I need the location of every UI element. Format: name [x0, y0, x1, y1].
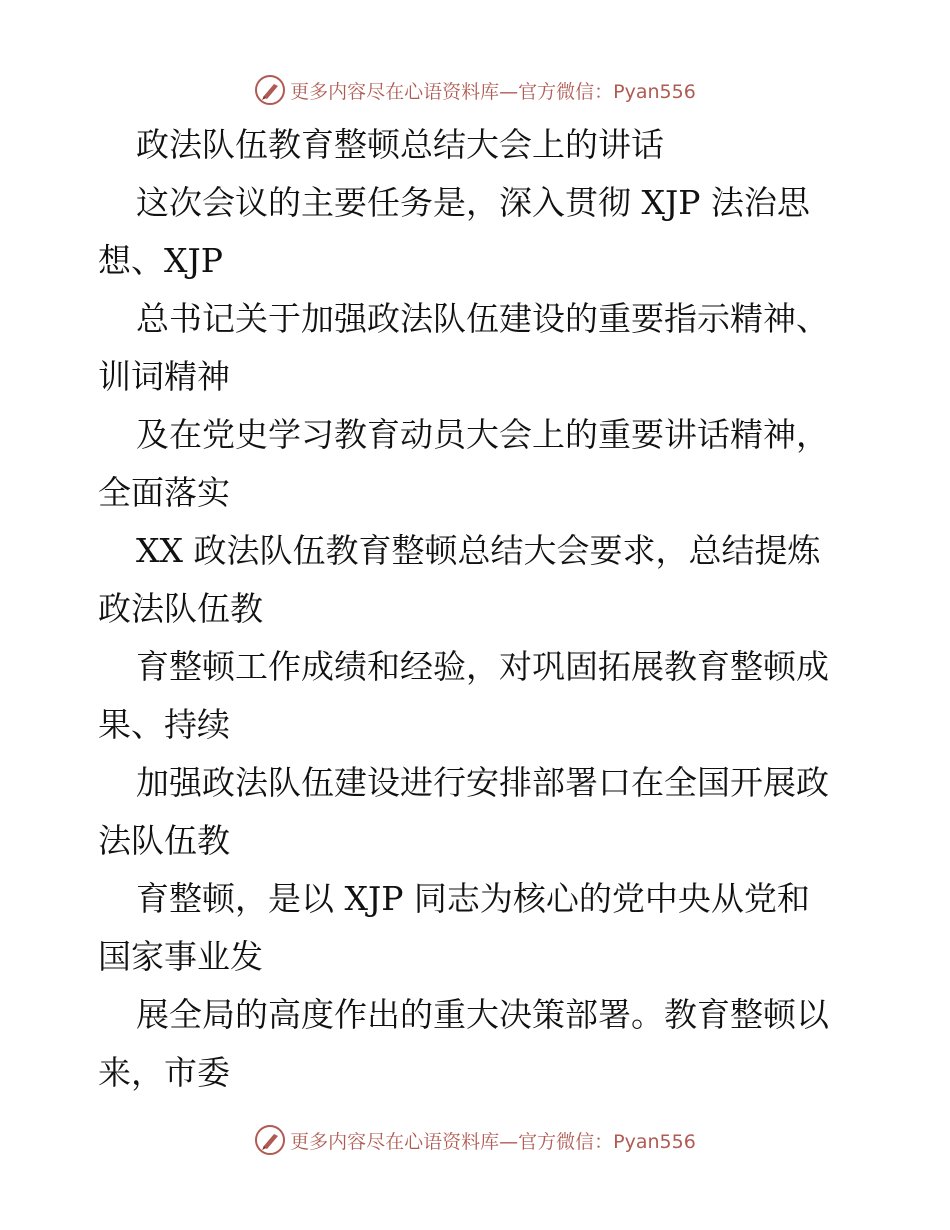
quill-pen-logo-icon	[254, 74, 286, 106]
paragraph-line: 果、持续	[98, 705, 230, 744]
paragraph-line: 法队伍教	[98, 821, 230, 860]
footer-banner	[0, 1120, 950, 1160]
document-title: 政法队伍教育整顿总结大会上的讲话	[136, 125, 664, 164]
paragraph-line: 来，市委	[98, 1053, 230, 1092]
paragraph-line: 加强政法队伍建设进行安排部署口在全国开展政	[136, 763, 829, 802]
paragraph-line: XX 政法队伍教育整顿总结大会要求，总结提炼	[136, 531, 821, 570]
paragraph-line: 育整顿，是以 XJP 同志为核心的党中央从党和	[136, 879, 810, 918]
paragraph-line: 及在党史学习教育动员大会上的重要讲话精神，	[136, 415, 829, 454]
paragraph-line: 国家事业发	[98, 937, 263, 976]
paragraph-line: 展全局的高度作出的重大决策部署。教育整顿以	[136, 995, 829, 1034]
paragraph-line: 想、XJP	[98, 241, 223, 280]
paragraph-line: 全面落实	[98, 473, 230, 512]
quill-pen-logo-icon	[254, 1124, 286, 1156]
header-banner-text: 更多内容尽在心语资料库—官方微信：Pyan556	[290, 80, 696, 103]
paragraph-line: 育整顿工作成绩和经验，对巩固拓展教育整顿成	[136, 647, 829, 686]
paragraph-line: 政法队伍教	[98, 589, 263, 628]
header-banner	[0, 70, 950, 110]
paragraph-line: 训词精神	[98, 357, 230, 396]
document-body	[98, 116, 868, 1102]
paragraph-line: 总书记关于加强政法队伍建设的重要指示精神、	[136, 299, 829, 338]
paragraph-line: 这次会议的主要任务是，深入贯彻 XJP 法治思	[136, 183, 810, 222]
footer-banner-text: 更多内容尽在心语资料库—官方微信：Pyan556	[290, 1130, 696, 1153]
